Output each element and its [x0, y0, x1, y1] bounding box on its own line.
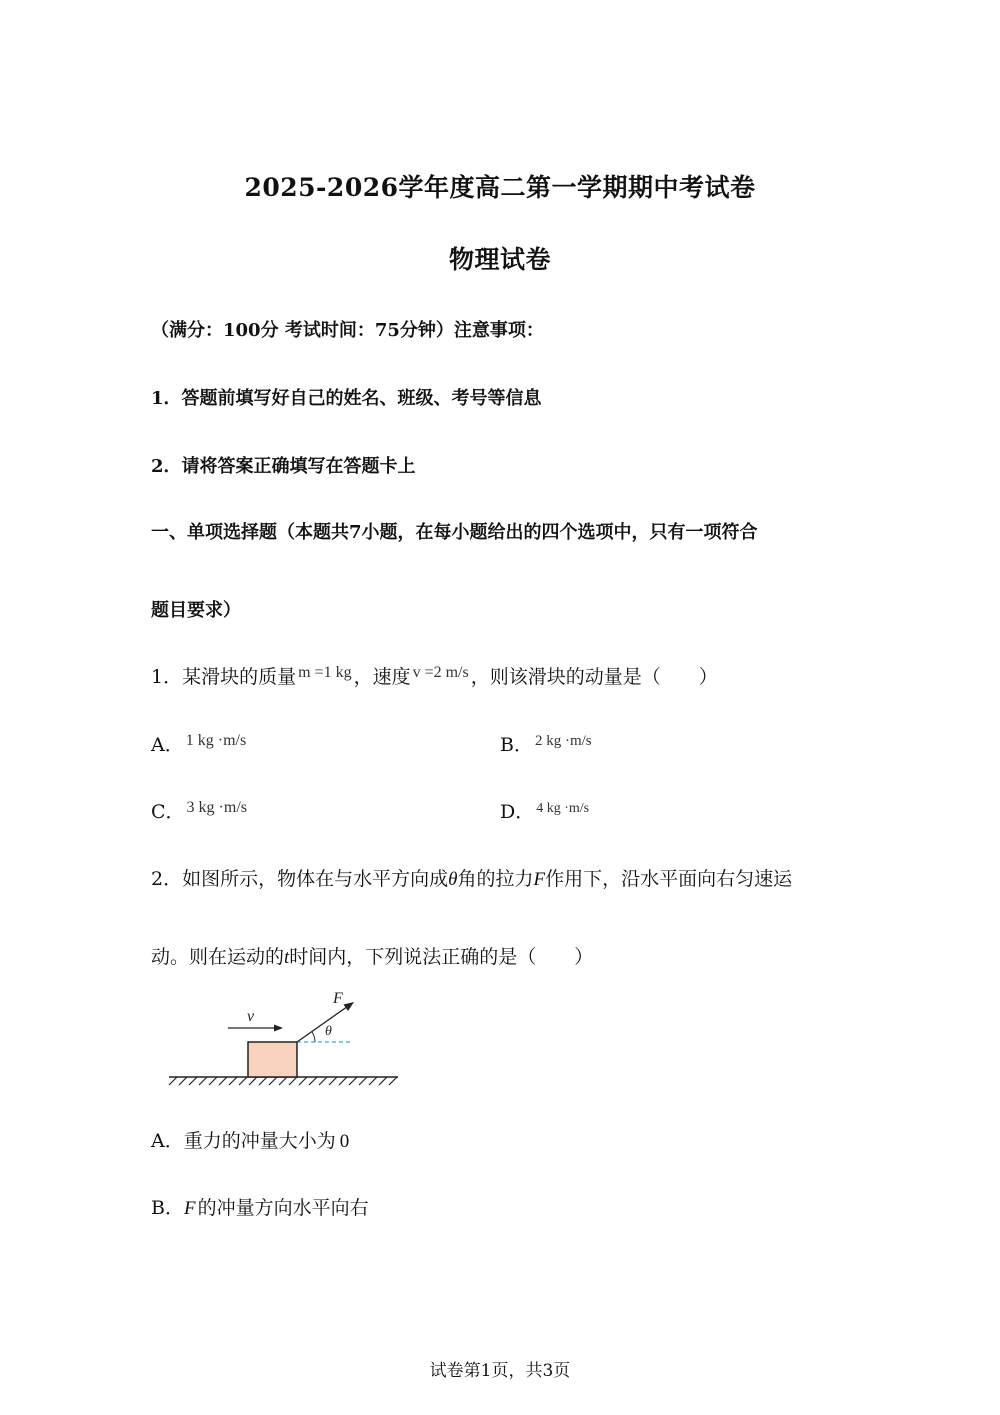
force-arrowhead-icon	[344, 1002, 355, 1011]
q2-text-part5: 时间内，下列说法正确的是（ ）	[289, 946, 594, 968]
q2-theta-symbol: θ	[448, 869, 458, 890]
q1-option-b-value: 2 kg ·m/s	[534, 733, 592, 749]
q1-option-d-value: 4 kg ·m/s	[536, 801, 590, 816]
angle-arc	[312, 1032, 315, 1042]
q2-option-a[interactable]	[151, 1126, 349, 1153]
force-label: F	[333, 990, 343, 1007]
q2-option-b-label: B．	[151, 1197, 184, 1219]
exam-subtitle: 物理试卷	[448, 245, 551, 274]
q1-mass-formula: m =1 kg	[298, 664, 352, 681]
q2-time-symbol: t	[284, 947, 290, 968]
q1-text-part3: ，则该滑块的动量是（ ）	[470, 666, 718, 688]
velocity-arrowhead-icon	[274, 1025, 283, 1032]
question-1-stem	[151, 662, 718, 689]
q1-option-d[interactable]	[500, 797, 591, 824]
q2-option-a-text: 重力的冲量大小为	[183, 1130, 336, 1152]
q1-option-d-label: D．	[500, 801, 535, 823]
question-2-stem-line2	[151, 942, 593, 969]
q1-option-c-label: C．	[151, 801, 185, 823]
q2-force-diagram	[165, 990, 405, 1090]
q2-text-part4: 动。则在运动的	[151, 946, 285, 968]
q2-option-b-text: 的冲量方向水平向右	[197, 1197, 369, 1219]
q1-velocity-formula: v =2 m/s	[412, 664, 469, 681]
q1-text-part2: ，速度	[353, 666, 411, 688]
page-footer: 试卷第1页，共3页	[429, 1361, 571, 1381]
q2-text-part3: 作用下，沿水平面向右匀速运	[545, 868, 793, 890]
sliding-block	[248, 1042, 297, 1077]
q2-force-symbol: F	[533, 869, 546, 890]
notice-item-2: 2．请将答案正确填写在答题卡上	[151, 456, 416, 477]
section-heading-line2: 题目要求）	[151, 600, 241, 621]
section-heading-line1: 一、单项选择题（本题共7小题，在每小题给出的四个选项中，只有一项符合	[151, 522, 758, 543]
exam-notice: （满分：100分 考试时间：75分钟）注意事项：	[151, 320, 544, 341]
q2-option-a-zero: 0	[339, 1131, 350, 1152]
question-2-stem-line1	[151, 864, 792, 891]
q1-option-a-label: A．	[151, 734, 184, 756]
q2-option-a-label: A．	[151, 1130, 184, 1152]
q1-option-b-label: B．	[500, 734, 533, 756]
q1-option-c-value: 3 kg ·m/s	[186, 799, 247, 816]
q1-option-b[interactable]	[500, 730, 594, 757]
exam-title: 2025-2026学年度高二第一学期期中考试卷	[244, 173, 756, 202]
q2-option-b-force: F	[183, 1198, 196, 1219]
q2-text-part1: 2．如图所示，物体在与水平方向成	[151, 868, 449, 890]
q1-option-a[interactable]	[151, 730, 248, 757]
notice-item-1: 1．答题前填写好自己的姓名、班级、考号等信息	[151, 388, 542, 409]
force-arrow	[297, 1004, 351, 1042]
q1-text-part1: 1．某滑块的质量	[151, 666, 297, 688]
q2-text-part2: 角的拉力	[457, 868, 534, 890]
ground-hatching	[169, 1077, 397, 1085]
theta-label: θ	[325, 1024, 332, 1039]
q2-option-b[interactable]	[151, 1193, 369, 1220]
velocity-label: v	[247, 1008, 255, 1025]
q1-option-a-value: 1 kg ·m/s	[185, 732, 247, 749]
q1-option-c[interactable]	[151, 797, 249, 824]
